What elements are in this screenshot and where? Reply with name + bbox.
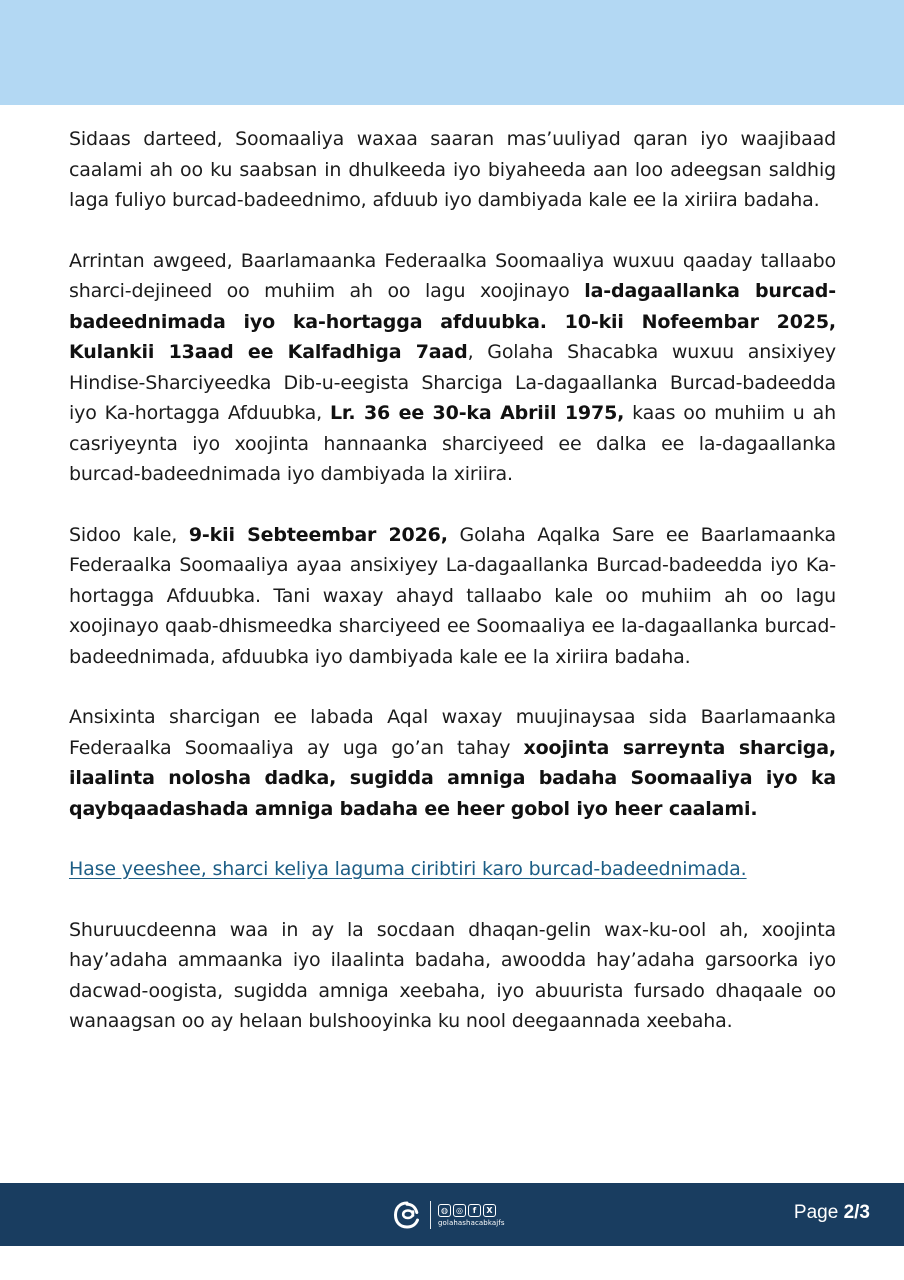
- footer-divider: [430, 1201, 431, 1229]
- header-band: [0, 0, 904, 105]
- paragraph-4-bold-1: xoojinta sarreynta sharciga, ilaalinta nolosha dadka, sugidda amniga badaha Soomaaliya iyo ka qaybqaadashada amniga badaha ee heer gobol iyo heer caalami.: [69, 736, 836, 820]
- footer-bar: [0, 1183, 904, 1246]
- paragraph-5: Shuruucdeenna waa in ay la socdaan dhaqan-gelin wax-ku-ool ah, xoojinta hay’adaha ammaanka iyo ilaalinta badaha, awoodda hay’adaha garsoorka iyo dacwad-oogista, sugidda amniga xeebaha, iyo abuurista fursado dhaqaale oo wanaagsan oo ay helaan bulshooyinka ku nool deegaannada xeebaha.: [69, 918, 836, 1032]
- social-handle: golahashacabkajfs: [438, 1218, 505, 1227]
- page-number: [794, 1202, 870, 1224]
- paragraph-3-text-1: Sidoo kale,: [69, 523, 189, 546]
- x-icon[interactable]: X: [483, 1204, 496, 1217]
- globe-icon[interactable]: ◍: [438, 1204, 451, 1217]
- instagram-icon[interactable]: ◎: [453, 1204, 466, 1217]
- highlight-link[interactable]: Hase yeeshee, sharci keliya laguma ciribtiri karo burcad-badeednimada.: [69, 858, 747, 880]
- paragraph-4: [69, 702, 836, 824]
- link-paragraph: [69, 854, 836, 885]
- page-label: Page: [793, 1202, 844, 1223]
- paragraph-2-bold-1: la-dagaallanka burcad-badeednimada iyo ka-hortagga afduubka. 10-kii Nofeembar 2025, Kulankii 13aad ee Kalfadhiga 7aad: [69, 280, 836, 363]
- paragraph-3: [69, 520, 836, 673]
- paragraph-3-bold-1: 9-kii Sebteembar 2026,: [188, 523, 448, 546]
- social-icons: [438, 1204, 505, 1217]
- paragraph-2-text-3: kaas oo muhiim u ah casriyeynta iyo xoojinta hannaanka sharciyeed ee dalka ee la-dagaallanka burcad-badeednimada iyo dambiyada la xiriira.: [69, 402, 836, 485]
- document-body: [69, 124, 836, 1067]
- paragraph-1: Sidaas darteed, Soomaaliya waxaa saaran mas’uuliyad qaran iyo waajibaad caalami ah oo ku saabsan in dhulkeeda iyo biyaheeda aan loo adeegsan saldhig laga fuliyo burcad-badeednimo, afduub iyo dambiyada kale ee la xiriira badaha.: [69, 128, 836, 211]
- threads-logo-icon[interactable]: [392, 1200, 422, 1230]
- footer-social: [438, 1204, 505, 1227]
- page-value: 2/3: [843, 1202, 870, 1223]
- paragraph-2-bold-2: Lr. 36 ee 30-ka Abriil 1975,: [329, 402, 625, 424]
- footer-brand: [392, 1200, 505, 1230]
- facebook-icon[interactable]: f: [468, 1204, 481, 1217]
- paragraph-4-text-1: Ansixinta sharcigan ee labada Aqal waxay muujinaysaa sida Baarlamaanka Federaalka Soomaaliya ay uga go’an tahay: [69, 706, 836, 759]
- paragraph-2: [69, 246, 836, 490]
- paragraph-2-text-2: , Golaha Shacabka wuxuu ansixiyey Hindise-Sharciyeedka Dib-u-eegista Sharciga La-dagaallanka Burcad-badeedda iyo Ka-hortagga Afduubka,: [69, 341, 836, 424]
- paragraph-2-text-1: Arrintan awgeed, Baarlamaanka Federaalka Soomaaliya wuxuu qaaday tallaabo sharci-dejineed oo muhiim ah oo lagu xoojinayo: [69, 249, 836, 302]
- paragraph-3-text-2: Golaha Aqalka Sare ee Baarlamaanka Federaalka Soomaaliya ayaa ansixiyey La-dagaallanka Burcad-badeedda iyo Ka-hortagga Afduubka. Tani waxay ahayd tallaabo kale oo muhiim ah oo lagu xoojinayo qaab-dhismeedka sharciyeed ee Soomaaliya ee la-dagaallanka burcad-badeednimada, afduubka iyo dambiyada kale ee la xiriira badaha.: [69, 523, 836, 668]
